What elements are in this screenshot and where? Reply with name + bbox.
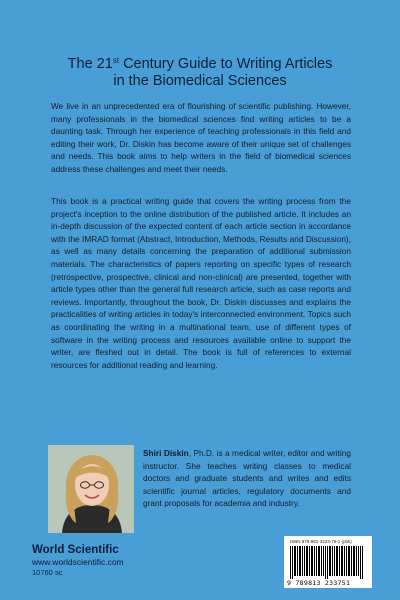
author-section: [48, 445, 353, 540]
product-code: 10760 sc: [32, 568, 63, 577]
title-line-1: The 21st Century Guide to Writing Articles: [67, 56, 333, 72]
publisher-block: [32, 544, 124, 578]
author-bio: Shiri Diskin, Ph.D. is a medical writer, editor and writing instructor. She teaches writing classes to medical doctors and graduate students and writes and edits scientific journal articles, regulatory documents and grant proposals for academia and industry.: [143, 448, 351, 509]
description-paragraph-1: We live in an unprecedented era of flourishing of scientific publishing. However, many professionals in the biomedical sciences find writing articles to be a daunting task. Through her experience of teaching professionals in this field and editing their work, Dr. Diskin has become aware of their unique set of challenges and needs. This book aims to help writers in the field of biomedical sciences address these challenges and meet their needs.: [51, 101, 351, 174]
barcode-bars-icon: [290, 546, 366, 579]
barcode: [284, 536, 372, 588]
author-photo: [48, 445, 134, 533]
publisher-name: World Scientific: [32, 544, 119, 556]
isbn-text: ISBN 978-981-3233-75-1 (pbk): [290, 539, 352, 544]
title-line-2: in the Biomedical Sciences: [113, 73, 287, 89]
publisher-url[interactable]: www.worldscientific.com: [32, 557, 124, 567]
barcode-digits: 9 789813 233751: [287, 579, 351, 587]
author-name: Shiri Diskin: [143, 448, 189, 458]
description-paragraph-2: This book is a practical writing guide that covers the writing process from the project's inception to the online distribution of the published article. It includes an in-depth discussion of the expected content of each article section in accordance with the IMRAD format (Abstract, Introduction, Methods, Results and Discussion), as well as many details concerning the preparation of additional submission materials. The characteristics of papers reporting on specific types of research (retrospective, prospective, clinical and non-clinical) are presented, together with article types other than the general full research article, such as case reports and reviews. Importantly, throughout the book, Dr. Diskin discusses and explains the practicalities of writing articles in today's interconnected environment. Topics such as coordinating the writing in a multinational team, use of different types of software in the writing process and resources available online to support the writer, are fleshed out in detail. The book is full of references to external resources for additional reading and learning.: [51, 196, 351, 370]
book-title: [20, 52, 380, 90]
